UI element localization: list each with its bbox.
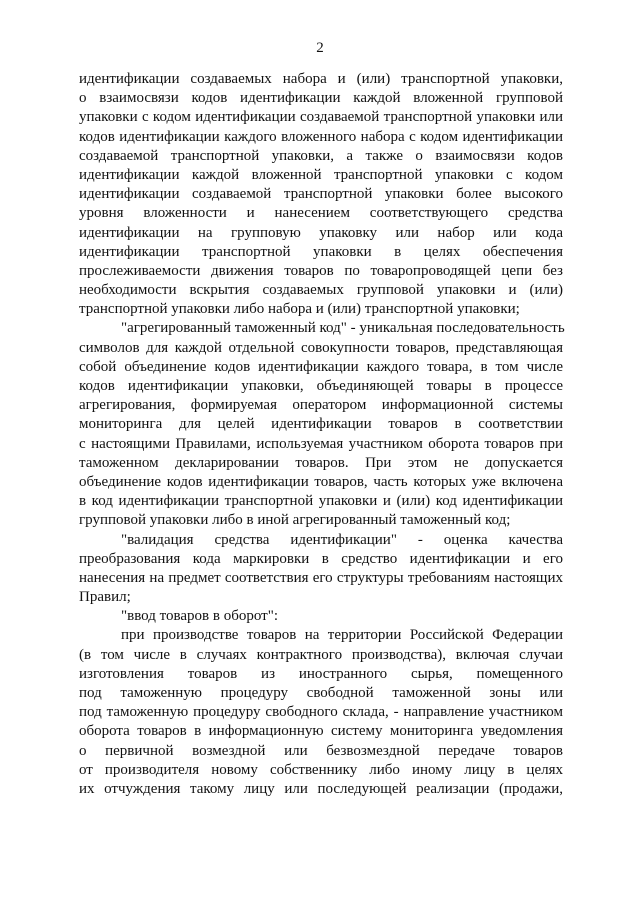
text-line: в код идентификации транспортной упаковки и (или) код идентификации bbox=[79, 493, 563, 510]
text-line: собой объединение кодов идентификации каждого товара, в том числе bbox=[79, 358, 563, 375]
text-line: с настоящими Правилами, используемая участником оборота товаров при bbox=[79, 435, 563, 452]
paragraph-production-in-russia bbox=[79, 626, 563, 799]
text-line: агрегирования, формируемая оператором информационной системы bbox=[79, 397, 563, 414]
text-line: уровня вложенности и нанесением соответствующего средства bbox=[79, 205, 563, 222]
text-line: прослеживаемости движения товаров по товаропроводящей цепи без bbox=[79, 262, 563, 279]
paragraph-aggregated-customs-code bbox=[79, 319, 563, 530]
paragraph-putting-into-circulation-heading bbox=[79, 607, 563, 626]
paragraph-validation bbox=[79, 531, 563, 608]
text-line: нанесения на предмет соответствия его структуры требованиям настоящих bbox=[79, 569, 563, 586]
text-line: идентификации создаваемой транспортной упаковки более высокого bbox=[79, 186, 563, 203]
paragraph-aggregation-description bbox=[79, 70, 563, 319]
page-number: 2 bbox=[316, 40, 324, 56]
text-line: преобразования кода маркировки в средство идентификации и его bbox=[79, 550, 563, 567]
text-line: идентификации на групповую упаковку или набор или кода bbox=[79, 224, 563, 241]
text-line: (в том числе в случаях контрактного производства), включая случаи bbox=[79, 646, 563, 663]
text-line: под таможенную процедуру свободного склада, - направление участником bbox=[79, 704, 563, 721]
text-line: идентификации каждой вложенной транспортной упаковки с кодом bbox=[79, 166, 563, 183]
text-line: "агрегированный таможенный код" - уникальная последовательность bbox=[121, 320, 565, 337]
text-line: о взаимосвязи кодов идентификации каждой вложенной групповой bbox=[79, 90, 563, 107]
text-line: транспортной упаковки либо набора и (или) транспортной упаковки; bbox=[79, 301, 520, 318]
text-line: кодов идентификации упаковки, объединяющей товары в процессе bbox=[79, 378, 563, 394]
text-line: мониторинга для целей идентификации товаров в соответствии bbox=[79, 416, 563, 433]
text-line: изготовления товаров из иностранного сырья, помещенного bbox=[79, 665, 563, 682]
text-line: Правил; bbox=[79, 589, 131, 606]
document-body bbox=[79, 70, 563, 799]
text-line: под таможенную процедуру свободной таможенной зоны или bbox=[79, 685, 563, 701]
text-line: необходимости вскрытия создаваемых групповой упаковки и (или) bbox=[79, 282, 563, 299]
text-line: создаваемой транспортной упаковки, а также о взаимосвязи кодов bbox=[79, 147, 563, 164]
text-line: оборота товаров в информационную систему мониторинга уведомления bbox=[79, 723, 563, 740]
text-line: при производстве товаров на территории Российской Федерации bbox=[121, 627, 563, 644]
text-line: идентификации транспортной упаковки в целях обеспечения bbox=[79, 243, 563, 260]
text-line: "ввод товаров в оборот": bbox=[121, 608, 278, 625]
text-line: групповой упаковки либо в иной агрегированный таможенный код; bbox=[79, 512, 511, 529]
text-line: идентификации создаваемых набора и (или) транспортной упаковки, bbox=[79, 71, 563, 87]
text-line: "валидация средства идентификации" - оценка качества bbox=[121, 531, 563, 548]
text-line: от производителя новому собственнику либо иному лицу в целях bbox=[79, 761, 563, 778]
text-line: символов для каждой отдельной совокупности товаров, представляющая bbox=[79, 339, 563, 356]
text-line: их отчуждения такому лицу или последующей реализации (продажи, bbox=[79, 780, 563, 797]
text-line: таможенном декларировании товаров. При этом не допускается bbox=[79, 454, 563, 471]
text-line: о первичной возмездной или безвозмездной передаче товаров bbox=[79, 742, 563, 759]
text-line: объединение кодов идентификации товаров, часть которых уже включена bbox=[79, 473, 563, 490]
text-line: упаковки с кодом идентификации создаваемой транспортной упаковки или bbox=[79, 109, 563, 126]
text-line: кодов идентификации каждого вложенного набора с кодом идентификации bbox=[79, 128, 563, 145]
